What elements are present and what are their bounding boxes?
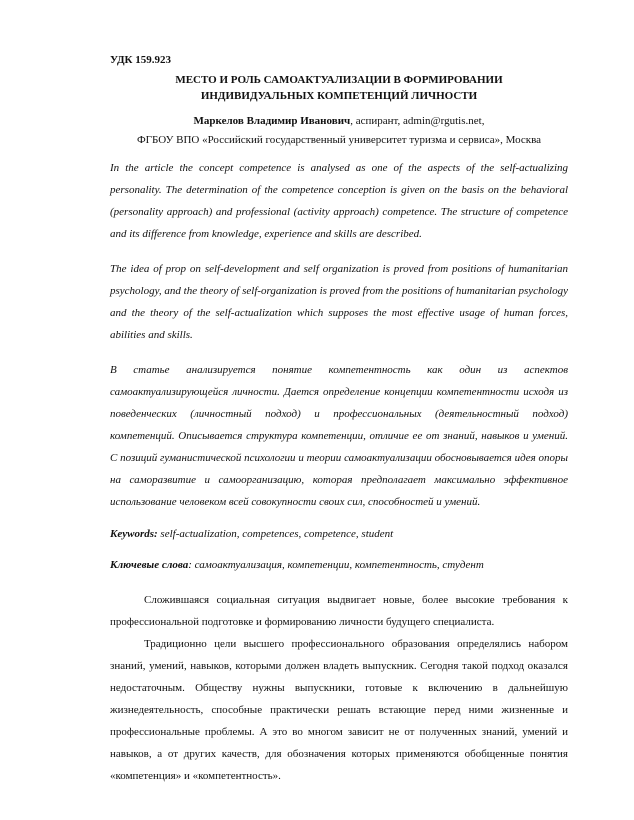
udk-code: УДК 159.923: [110, 54, 172, 66]
keywords-ru-label: Ключевые слова: [110, 559, 189, 572]
keywords-en-label: Keywords:: [110, 527, 158, 540]
keywords-en-text: self-actualization, competences, competence, student: [157, 527, 394, 540]
article-title: [110, 73, 568, 104]
keywords-ru-text: : самоактуализация, компетенции, компетентность, студент: [188, 559, 484, 572]
author-line: [110, 112, 568, 130]
body-paragraph-2: Традиционно цели высшего профессионального образования определялись набором знаний, умений, навыков, которыми должен владеть выпускник. Сегодня такой подход оказался недостаточным. Обществу нужны выпускники, готовые к включению в дальнейшую жизнедеятельность, способные практически решать встающие перед ними жизненные и профессиональные проблемы. А это во многом зависит не от полученных знаний, умений и навыков, а от других качеств, для обозначения которых применяются обобщенные понятия «компетенция» и «компетентность».: [110, 637, 568, 782]
keywords-ru: [110, 557, 568, 575]
abstract-en-1: In the article the concept competence is analysed as one of the aspects of the self-actualizing personality. The determination of the competence conception is given on the basis on the behavioral (personality approach) and professional (activity approach) competence. The structure of competence and its difference from knowledge, experience and skills are described.: [110, 161, 568, 240]
author-name: Маркелов Владимир Иванович: [193, 115, 351, 128]
title-line-1: МЕСТО И РОЛЬ САМОАКТУАЛИЗАЦИИ В ФОРМИРОВАНИИ: [175, 74, 503, 87]
author-affiliation: ФГБОУ ВПО «Российский государственный университет туризма и сервиса», Москва: [136, 133, 542, 146]
document-page: [110, 52, 568, 787]
author-details: , аспирант, admin@rgutis.net,: [350, 115, 485, 128]
abstract-en-2: The idea of prop on self-development and self organization is proved from positions of humanitarian psychology, and the theory of self-organization is proved from the positions of humanitarian psychology and the theory of the self-actualization which supposes the most effective usage of human forces, abilities and skills.: [110, 262, 568, 341]
keywords-en: [110, 526, 568, 544]
title-line-2: ИНДИВИДУАЛЬНЫХ КОМПЕТЕНЦИЙ ЛИЧНОСТИ: [200, 89, 478, 102]
body-paragraph-1: Сложившаяся социальная ситуация выдвигает новые, более высокие требования к профессиональной подготовке и формированию личности будущего специалиста.: [110, 593, 568, 628]
abstract-ru: В статье анализируется понятие компетентность как один из аспектов самоактуализирующейся личности. Дается определение концепции компетентности исходя из поведенческих (личностный подход) и профессиональных (деятельностный подход) компетенций. Описывается структура компетенции, отличие ее от знаний, навыков и умений. С позиций гуманистической психологии и теории самоактуализации обосновывается идея опоры на саморазвитие и самоорганизацию, которая предполагает максимально эффективное использование человеком всей совокупности своих сил, способностей и умений.: [110, 363, 568, 508]
